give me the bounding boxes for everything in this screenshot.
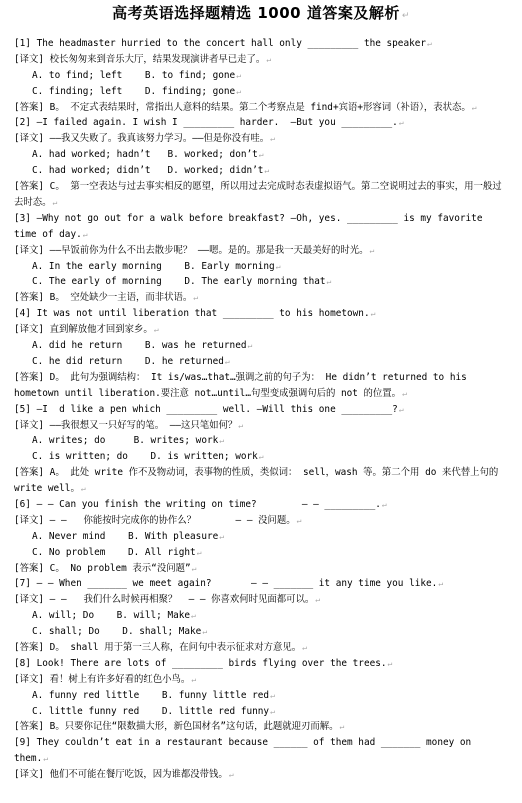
return-mark-icon: ↵ [266, 54, 272, 64]
line-text: A. did he return B. was he returned [32, 340, 247, 352]
line-text: A. writes; do B. writes; work [32, 435, 219, 447]
option-line [14, 147, 508, 163]
line-text: [答案] A。 此处 write 作不及物动词，表事物的性质，类似词： sell，wash 等。第二个用 do 来代替上句的 write well。 [14, 467, 499, 495]
option-line [14, 259, 508, 275]
return-mark-icon: ↵ [193, 293, 199, 303]
line-text: [答案] C。 No problem 表示“没问题” [14, 562, 191, 574]
line-text: [答案] C。 第一空表达与过去事实相反的愿望，所以用过去完成时态表虚拟语气。第二空说明过去的事实，用一般过去时态。 [14, 181, 502, 208]
return-mark-icon: ↵ [427, 39, 432, 48]
return-mark-icon: ↵ [270, 706, 275, 716]
line-text: [译文] 他们不可能在餐厅吃饭，因为谁都没带钱。 [14, 769, 228, 781]
return-mark-icon: ↵ [224, 356, 230, 366]
return-mark-icon: ↵ [398, 118, 404, 128]
text-line [14, 513, 508, 529]
return-mark-icon: ↵ [196, 547, 202, 557]
line-text: [译文] 校长匆匆来到音乐大厅，结果发现演讲者早已走了。 [14, 53, 266, 65]
return-mark-icon: ↵ [82, 229, 88, 239]
text-line [14, 52, 508, 68]
answer-line [14, 719, 508, 735]
line-text: [答案] D。 此句为强调结构： It is/was…that…强调之前的句子为： He didn’t returned to his hometown until liberation.要注意 not…until…句型变成强调句后的 not 的位置。 [14, 371, 467, 399]
line-text: C. is written; do D. is written; work [32, 451, 258, 463]
return-mark-icon: ↵ [401, 11, 410, 21]
line-text: C. had worked; didn’t D. worked; didn’t [32, 165, 264, 177]
return-mark-icon: ↵ [43, 754, 49, 764]
text-line [14, 402, 508, 418]
line-text: [译文] — — 我们什么时候再相聚？ — — 你喜欢何时见面都可以。 [14, 594, 315, 606]
text-line [14, 115, 508, 131]
answer-line [14, 100, 508, 116]
line-text: [4] It was not until liberation that _________ to his hometown. [14, 308, 370, 320]
return-mark-icon: ↵ [236, 70, 242, 80]
return-mark-icon: ↵ [191, 611, 196, 621]
text-line [14, 322, 508, 338]
line-text: [5] —I d like a pen which _________ well. —Will this one _________? [14, 403, 398, 415]
option-line [14, 68, 508, 84]
return-mark-icon: ↵ [275, 261, 281, 271]
document-body [14, 36, 508, 783]
return-mark-icon: ↵ [270, 134, 275, 144]
text-line [14, 36, 508, 52]
return-mark-icon: ↵ [247, 341, 253, 351]
answer-line [14, 290, 508, 306]
option-line [14, 449, 508, 465]
document-title: 高考英语选择题精选 1000 道答案及解析 ↵ [112, 4, 410, 22]
answer-line [14, 561, 508, 577]
return-mark-icon: ↵ [219, 436, 225, 446]
line-text: [7] — — When _______ we meet again? — — _______ it any time you like. [14, 578, 438, 590]
return-mark-icon: ↵ [238, 420, 244, 430]
line-text: A. funny red little B. funny little red [32, 689, 270, 701]
line-text: C. shall; Do D. shall; Make [32, 626, 202, 638]
return-mark-icon: ↵ [387, 658, 393, 668]
option-line [14, 608, 508, 624]
line-text: C. finding; left D. finding; gone [32, 85, 236, 97]
return-mark-icon: ↵ [80, 484, 86, 494]
text-line [14, 735, 508, 767]
return-mark-icon: ↵ [258, 150, 264, 160]
text-line [14, 656, 508, 672]
line-text: C. The early of morning D. The early morning that [32, 276, 326, 288]
line-text: [译文] ——我又失败了。我真该努力学习。——但是你没有哇。 [14, 133, 270, 145]
return-mark-icon: ↵ [236, 86, 242, 96]
text-line [14, 672, 508, 688]
option-line [14, 624, 508, 640]
line-text: [答案] B。 空处缺少一主语，而非状语。 [14, 292, 193, 304]
line-text: [答案] D。 shall 用于第一三人称，在问句中表示征求对方意见。 [14, 642, 302, 654]
line-text: [2] —I failed again. I wish I _________ harder. —But you _________. [14, 117, 398, 129]
return-mark-icon: ↵ [315, 595, 321, 605]
option-line [14, 354, 508, 370]
return-mark-icon: ↵ [191, 674, 197, 684]
text-line [14, 497, 508, 513]
return-mark-icon: ↵ [52, 197, 58, 207]
option-line [14, 274, 508, 290]
return-mark-icon: ↵ [381, 499, 387, 509]
answer-line [14, 465, 508, 497]
return-mark-icon: ↵ [302, 643, 307, 653]
line-text: A. In the early morning B. Early morning [32, 260, 275, 272]
text-line [14, 131, 508, 147]
line-text: A. will; Do B. will; Make [32, 610, 191, 622]
line-text: C. he did return D. he returned [32, 355, 224, 367]
option-line [14, 338, 508, 354]
line-text: A. Never mind B. With pleasure [32, 530, 219, 542]
line-text: [译文] 看！树上有许多好看的红色小鸟。 [14, 673, 191, 685]
line-text: A. to find; left B. to find; gone [32, 69, 236, 81]
return-mark-icon: ↵ [191, 563, 197, 573]
line-text: C. little funny red D. little red funny [32, 705, 270, 717]
line-text: [答案] B。 不定式表结果时，常指出人意料的结果。第二个考察点是 find+宾语+形容词（补语），表状态。 [14, 101, 471, 113]
return-mark-icon: ↵ [228, 770, 234, 780]
option-line [14, 704, 508, 720]
line-text: [译文] ——早饭前你为什么不出去散步呢？ ——嗯。是的。那是我一天最美好的时光。 [14, 244, 369, 256]
option-line [14, 84, 508, 100]
line-text: [译文] ——我很想又一只好写的笔。 ——这只笔如何？ [14, 419, 238, 431]
line-text: [6] — — Can you finish the writing on time? — — _________. [14, 498, 381, 510]
line-text: A. had worked; hadn’t B. worked; don’t [32, 149, 258, 161]
return-mark-icon: ↵ [438, 579, 444, 589]
return-mark-icon: ↵ [339, 722, 345, 732]
return-mark-icon: ↵ [153, 325, 159, 335]
return-mark-icon: ↵ [202, 627, 208, 637]
return-mark-icon: ↵ [370, 309, 376, 319]
return-mark-icon: ↵ [398, 404, 404, 414]
option-line [14, 529, 508, 545]
option-line [14, 545, 508, 561]
line-text: [1] The headmaster hurried to the concert hall only _________ the speaker [14, 38, 427, 49]
option-line [14, 433, 508, 449]
option-line [14, 688, 508, 704]
line-text: [8] Look! There are lots of _________ birds flying over the trees. [14, 657, 387, 669]
line-text: [9] They couldn’t eat in a restaurant because ______ of them had _______ money on them. [14, 737, 472, 765]
answer-line [14, 179, 508, 211]
return-mark-icon: ↵ [369, 245, 375, 255]
text-line [14, 306, 508, 322]
answer-line [14, 370, 508, 402]
answer-line [14, 640, 508, 656]
return-mark-icon: ↵ [270, 690, 275, 700]
text-line [14, 418, 508, 434]
text-line [14, 576, 508, 592]
return-mark-icon: ↵ [219, 531, 225, 541]
text-line [14, 767, 508, 783]
line-text: C. No problem D. All right [32, 546, 196, 558]
line-text: [答案] B。只要你记住“限数描大形，新色国材名”这句话，此题就迎刃而解。 [14, 721, 339, 733]
option-line [14, 163, 508, 179]
return-mark-icon: ↵ [296, 515, 302, 525]
return-mark-icon: ↵ [326, 277, 332, 287]
text-line [14, 592, 508, 608]
text-line [14, 211, 508, 243]
line-text: [译文] — — 你能按时完成你的协作么？ — — 没问题。 [14, 514, 296, 526]
line-text: [3] —Why not go out for a walk before breakfast? —Oh, yes. _________ is my favorite time of day. [14, 212, 483, 240]
return-mark-icon: ↵ [264, 166, 270, 176]
return-mark-icon: ↵ [471, 102, 477, 112]
text-line [14, 243, 508, 259]
return-mark-icon: ↵ [258, 452, 264, 462]
return-mark-icon: ↵ [402, 388, 407, 398]
line-text: [译文] 直到解放他才回到家乡。 [14, 324, 153, 336]
